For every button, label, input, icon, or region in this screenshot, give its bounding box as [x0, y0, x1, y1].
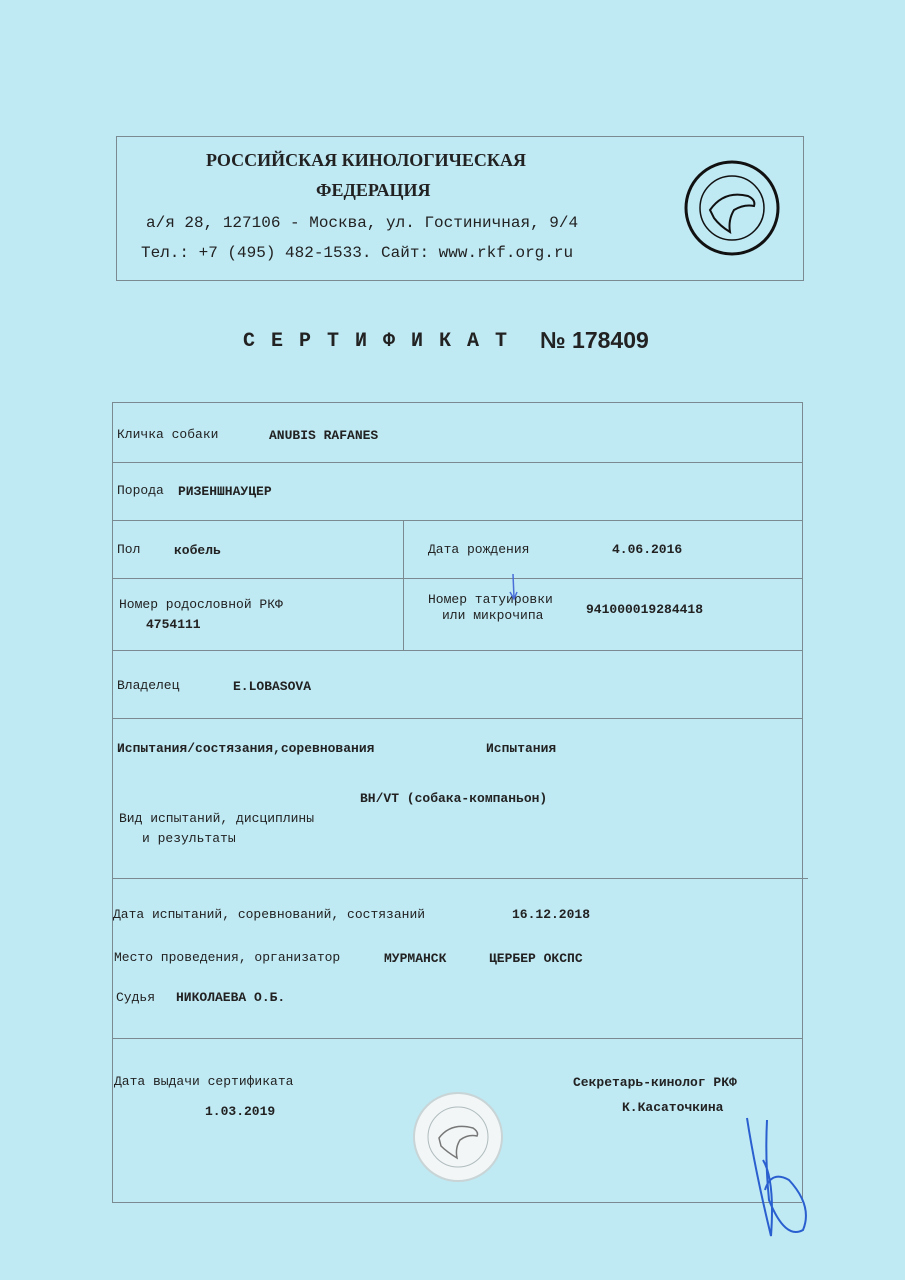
- row-divider: [112, 520, 802, 521]
- owner-label: Владелец: [117, 678, 180, 693]
- sex-label: Пол: [117, 542, 141, 557]
- embossed-seal: [413, 1092, 503, 1182]
- place-label: Место проведения, организатор: [114, 950, 341, 965]
- ink-mark: [506, 572, 520, 602]
- certificate-number: № 178409: [540, 327, 649, 353]
- org-name-line2: ФЕДЕРАЦИЯ: [316, 180, 431, 200]
- owner-value: E.LOBASOVA: [233, 679, 312, 694]
- org-name-line1: РОССИЙСКАЯ КИНОЛОГИЧЕСКАЯ: [206, 150, 526, 170]
- judge-label: Судья: [116, 990, 156, 1005]
- event-date-label: Дата испытаний, соревнований, состязаний: [113, 907, 426, 922]
- discipline-label-1: Вид испытаний, дисциплины: [119, 811, 315, 826]
- rkf-logo-seal: [684, 160, 780, 256]
- certificate-title: С Е Р Т И Ф И К А Т: [243, 330, 510, 353]
- issue-date-value: 1.03.2019: [205, 1104, 276, 1119]
- table-border-left: [112, 402, 113, 1202]
- issue-date-label: Дата выдачи сертификата: [114, 1074, 294, 1089]
- table-border-top: [112, 402, 802, 403]
- place-organizer: ЦЕРБЕР ОКСПС: [489, 951, 583, 966]
- pedigree-value: 4754111: [146, 617, 201, 632]
- sex-value: кобель: [174, 543, 221, 558]
- org-contacts: Тел.: +7 (495) 482-1533. Сайт: www.rkf.org.ru: [141, 244, 574, 262]
- row-divider: [112, 878, 808, 879]
- column-divider: [403, 520, 404, 650]
- dob-label: Дата рождения: [428, 542, 530, 557]
- event-type-value: Испытания: [486, 741, 557, 756]
- row-divider: [112, 578, 802, 579]
- row-divider: [112, 718, 802, 719]
- secretary-name: К.Касаточкина: [622, 1100, 724, 1115]
- event-type-label: Испытания/состязания,соревнования: [117, 741, 375, 756]
- signature: [735, 1110, 815, 1245]
- chip-value: 941000019284418: [586, 602, 704, 617]
- discipline-label-2: и результаты: [142, 831, 236, 846]
- row-divider: [112, 1038, 802, 1039]
- dog-name-value: ANUBIS RAFANES: [269, 428, 379, 443]
- event-date-value: 16.12.2018: [512, 907, 591, 922]
- table-border-right: [802, 402, 803, 1202]
- table-border-bottom: [112, 1202, 802, 1203]
- breed-label: Порода: [117, 483, 164, 498]
- org-address: а/я 28, 127106 - Москва, ул. Гостиничная, 9/4: [146, 214, 579, 232]
- judge-value: НИКОЛАЕВА О.Б.: [176, 990, 286, 1005]
- dob-value: 4.06.2016: [612, 542, 683, 557]
- chip-label-2: или микрочипа: [442, 608, 544, 623]
- pedigree-label: Номер родословной РКФ: [119, 597, 283, 612]
- discipline-value: BH/VT (собака-компаньон): [360, 791, 548, 806]
- secretary-title: Секретарь-кинолог РКФ: [573, 1075, 737, 1090]
- dog-name-label: Кличка собаки: [117, 427, 219, 442]
- place-city: МУРМАНСК: [384, 951, 447, 966]
- breed-value: РИЗЕНШНАУЦЕР: [178, 484, 272, 499]
- row-divider: [112, 650, 802, 651]
- row-divider: [112, 462, 802, 463]
- chip-label-1: Номер татуировки: [428, 592, 553, 607]
